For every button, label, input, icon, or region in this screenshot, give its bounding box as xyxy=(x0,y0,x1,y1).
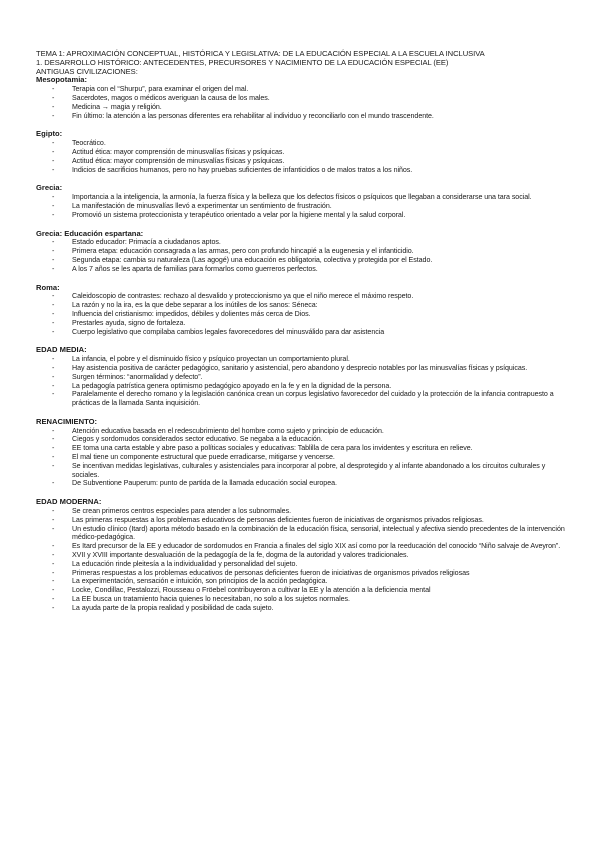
list-item xyxy=(36,157,572,166)
bullet-dash: - xyxy=(52,292,55,301)
list-item-text: Segunda etapa: cambia su naturaleza (Las agogé) una educación es obligatoria, colectiva y protegida por el Estado. xyxy=(72,255,433,264)
bullet-dash: - xyxy=(52,201,55,210)
bullet-list xyxy=(36,238,572,273)
section-heading: RENACIMIENTO: xyxy=(36,416,98,426)
document-title: TEMA 1: APROXIMACIÓN CONCEPTUAL, HISTÓRICA Y LEGISLATIVA: DE LA EDUCACIÓN ESPECIAL A LA ESCUELA INCLUSIVA xyxy=(36,49,485,58)
bullet-list xyxy=(36,355,572,408)
section-spacer xyxy=(36,336,572,346)
bullet-dash: - xyxy=(52,559,55,568)
list-item xyxy=(36,112,572,121)
list-item xyxy=(36,435,572,444)
list-item xyxy=(36,542,572,551)
section-heading: Egipto: xyxy=(36,129,63,139)
list-item-text: Primeras respuestas a los problemas educativos de personas deficientes fueron de iniciativas de organismos privados religiosas xyxy=(72,568,470,577)
list-item xyxy=(36,586,572,595)
list-item-text: XVII y XVIII importante desvaluación de la pedagogía de la fe, dogma de la autoridad y valores tradicionales. xyxy=(72,551,409,560)
list-item xyxy=(36,569,572,578)
bullet-dash: - xyxy=(52,381,55,390)
bullet-dash: - xyxy=(52,264,55,273)
bullet-dash: - xyxy=(52,93,55,102)
bullet-dash: - xyxy=(52,102,55,111)
bullet-dash: - xyxy=(52,551,55,560)
section-spacer xyxy=(36,408,572,418)
list-item-text: La manifestación de minusvalías llevó a experimentar un sentimiento de frustración. xyxy=(72,201,332,210)
list-item xyxy=(36,238,572,247)
list-item xyxy=(36,166,572,175)
list-item-text: Medicina → magia y religión. xyxy=(72,102,162,111)
bullet-dash: - xyxy=(52,603,55,612)
sections-container xyxy=(36,76,572,612)
list-item xyxy=(36,390,572,408)
list-item-text: Estado educador: Primacía a ciudadanos aptos. xyxy=(72,238,221,247)
bullet-dash: - xyxy=(52,568,55,577)
list-item xyxy=(36,193,572,202)
list-item xyxy=(36,462,572,480)
section-heading: Grecia: xyxy=(36,183,63,193)
list-item xyxy=(36,265,572,274)
bullet-dash: - xyxy=(52,210,55,219)
list-item-text: Ciegos y sordomudos considerados sector educativo. Se negaba a la educación. xyxy=(72,435,323,444)
bullet-list xyxy=(36,85,572,120)
section-heading: Mesopotamia: xyxy=(36,75,88,85)
list-item xyxy=(36,328,572,337)
list-item-text: Caleidoscopio de contrastes: rechazo al desvalido y proteccionismo ya que el niño merece el máximo respeto. xyxy=(72,292,414,301)
list-item-text: La pedagogía patrística genera optimismo pedagógico apoyado en la fe y en la dignidad de la persona. xyxy=(72,381,392,390)
bullet-dash: - xyxy=(52,318,55,327)
list-item-text: Primera etapa: educación consagrada a las armas, pero con profundo hincapié a la eugenesia y el infanticidio. xyxy=(72,247,414,256)
section-spacer xyxy=(36,488,572,498)
list-item xyxy=(36,103,572,112)
list-item xyxy=(36,355,572,364)
section-block xyxy=(36,284,572,337)
section-heading: EDAD MEDIA: xyxy=(36,345,87,355)
list-item-text: Locke, Condillac, Pestalozzi, Rousseau o Fröebel contribuyeron a cultivar la EE y la atención a la deficiencia mental xyxy=(72,586,431,595)
list-item-text: EE toma una carta estable y abre paso a políticas sociales y educativas: Tablilla de cera para los invidentes y escritura en relieve. xyxy=(72,444,473,453)
bullet-dash: - xyxy=(52,327,55,336)
list-item-text: Un estudio clínico (Itard) aporta método basado en la combinación de la educación física, sensorial, intelectual y afectiva siendo precedentes de la intervención médico-pedagógica. xyxy=(72,524,565,542)
list-item-text: La EE busca un tratamiento hacia quienes lo necesitaban, no solo a los sujetos normales. xyxy=(72,595,350,604)
list-item xyxy=(36,604,572,613)
bullet-dash: - xyxy=(52,586,55,595)
bullet-dash: - xyxy=(52,139,55,148)
section-block xyxy=(36,418,572,488)
list-item-text: Importancia a la inteligencia, la armonía, la fuerza física y la belleza que los defectos físicos o psíquicos que llegaban a considerarse una tara social. xyxy=(72,193,532,202)
list-item-text: Es Itard precursor de la EE y educador de sordomudos en Francia a finales del siglo XIX así como por la reeducación del conocido “Niño salvaje de Aveyron”. xyxy=(72,542,561,551)
bullet-dash: - xyxy=(52,193,55,202)
bullet-dash: - xyxy=(52,426,55,435)
list-item-text: Prestarles ayuda, signo de fortaleza. xyxy=(72,318,186,327)
list-item-text: La infancia, el pobre y el disminuido físico y psíquico proyectan un comportamiento plural. xyxy=(72,355,350,364)
bullet-dash: - xyxy=(52,85,55,94)
list-item-text: La experimentación, sensación e intuición, son principios de la acción pedagógica. xyxy=(72,577,328,586)
list-item-text: Actitud ética: mayor comprensión de minusvalías físicas y psíquicas. xyxy=(72,147,285,156)
bullet-dash: - xyxy=(52,355,55,364)
bullet-list xyxy=(36,193,572,219)
bullet-dash: - xyxy=(52,461,55,470)
list-item-text: Sacerdotes, magos o médicos averiguan la causa de los males. xyxy=(72,93,270,102)
bullet-dash: - xyxy=(52,479,55,488)
list-item xyxy=(36,85,572,94)
section-block xyxy=(36,230,572,274)
list-item-text: Fin último: la atención a las personas diferentes era rehabilitar al individuo y reconciliarlo con el mundo trascendente. xyxy=(72,111,434,120)
list-item-text: Teocrático. xyxy=(72,139,106,148)
list-item xyxy=(36,319,572,328)
bullet-dash: - xyxy=(52,372,55,381)
list-item-text: La educación rinde pleitesía a la individualidad y personalidad del sujeto. xyxy=(72,559,298,568)
section-heading: Roma: xyxy=(36,282,60,292)
list-item-text: Actitud ética: mayor comprensión de minusvalías físicas y psíquicas. xyxy=(72,156,285,165)
list-item-text: La razón y no la ira, es la que debe separar a los inútiles de los sanos: Séneca: xyxy=(72,301,318,310)
list-item xyxy=(36,301,572,310)
bullet-dash: - xyxy=(52,247,55,256)
document-subtitle: 1. DESARROLLO HISTÓRICO: ANTECEDENTES, PRECURSORES Y NACIMIENTO DE LA EDUCACIÓN ESPECIAL (EE) xyxy=(36,57,449,67)
list-item-text: De Subventione Pauperum: punto de partida de la llamada educación social europea. xyxy=(72,479,337,488)
list-item xyxy=(36,373,572,382)
list-item xyxy=(36,364,572,373)
bullet-dash: - xyxy=(52,309,55,318)
section-heading: Grecia: Educación espartana: xyxy=(36,228,144,238)
bullet-dash: - xyxy=(52,507,55,516)
list-item xyxy=(36,444,572,453)
list-item xyxy=(36,507,572,516)
list-item xyxy=(36,247,572,256)
bullet-list xyxy=(36,427,572,489)
list-item xyxy=(36,202,572,211)
bullet-dash: - xyxy=(52,444,55,453)
bullet-dash: - xyxy=(52,156,55,165)
section-spacer xyxy=(36,174,572,184)
bullet-dash: - xyxy=(52,165,55,174)
bullet-dash: - xyxy=(52,577,55,586)
list-item xyxy=(36,516,572,525)
bullet-dash: - xyxy=(52,595,55,604)
list-item xyxy=(36,560,572,569)
list-item-text: Terapia con el “Shurpu”, para examinar el origen del mal. xyxy=(72,85,249,94)
list-item xyxy=(36,453,572,462)
list-item xyxy=(36,595,572,604)
list-item-text: Se incentivan medidas legislativas, culturales y asistenciales para incorporar al pobre, al desprotegido y al infante abandonado a los circuitos culturales y sociales. xyxy=(72,461,546,479)
list-item xyxy=(36,382,572,391)
list-item-text: El mal tiene un componente estructural que puede erradicarse, mitigarse y vencerse. xyxy=(72,453,335,462)
list-item-text: Las primeras respuestas a los problemas educativos de personas deficientes fueron de iniciativas de organismos privados religiosas. xyxy=(72,515,484,524)
bullet-dash: - xyxy=(52,238,55,247)
list-item xyxy=(36,94,572,103)
bullet-list xyxy=(36,139,572,174)
bullet-dash: - xyxy=(52,301,55,310)
section-label: ANTIGUAS CIVILIZACIONES: xyxy=(36,66,138,76)
list-item xyxy=(36,292,572,301)
bullet-dash: - xyxy=(52,453,55,462)
list-item-text: Surgen términos: “anormalidad y defecto”. xyxy=(72,372,203,381)
list-item-text: Cuerpo legislativo que compilaba cambios legales favorecedores del minusválido para dar asistencia xyxy=(72,327,385,336)
list-item-text: Paralelamente el derecho romano y la legislación canónica crean un corpus legislativo favorecedor del cuidado y la protección de la infancia contrapuesto a prácticas de la llamada Santa inquisición. xyxy=(72,390,554,408)
list-item xyxy=(36,139,572,148)
document-page xyxy=(36,50,572,613)
bullet-dash: - xyxy=(52,390,55,399)
section-block xyxy=(36,346,572,408)
list-item xyxy=(36,310,572,319)
list-item-text: Hay asistencia positiva de carácter pedagógico, sanitario y asistencial, pero abandono y desprecio notables por las minusvalías físicas y psíquicas. xyxy=(72,363,528,372)
bullet-dash: - xyxy=(52,435,55,444)
section-spacer xyxy=(36,274,572,284)
bullet-dash: - xyxy=(52,515,55,524)
list-item xyxy=(36,479,572,488)
list-item-text: Se crean primeros centros especiales para atender a los subnormales. xyxy=(72,507,291,516)
section-block xyxy=(36,130,572,174)
section-heading: EDAD MODERNA: xyxy=(36,497,102,507)
list-item xyxy=(36,256,572,265)
section-block xyxy=(36,184,572,219)
list-item xyxy=(36,148,572,157)
list-item-text: Atención educativa basada en el redescubrimiento del hombre como sujeto y principio de educación. xyxy=(72,426,384,435)
bullet-dash: - xyxy=(52,524,55,533)
section-block xyxy=(36,76,572,120)
bullet-list xyxy=(36,507,572,613)
bullet-list xyxy=(36,292,572,336)
bullet-dash: - xyxy=(52,147,55,156)
list-item-text: Influencia del cristianismo: impedidos, débiles y dolientes más cerca de Dios. xyxy=(72,309,311,318)
list-item xyxy=(36,427,572,436)
list-item xyxy=(36,211,572,220)
list-item-text: Promovió un sistema proteccionista y terapéutico orientado a velar por la higiene mental y la salud corporal. xyxy=(72,210,406,219)
bullet-dash: - xyxy=(52,111,55,120)
list-item-text: A los 7 años se les aparta de familias para formarlos como guerreros perfectos. xyxy=(72,264,318,273)
list-item xyxy=(36,577,572,586)
bullet-dash: - xyxy=(52,542,55,551)
list-item-text: La ayuda parte de la propia realidad y posibilidad de cada sujeto. xyxy=(72,603,274,612)
section-spacer xyxy=(36,120,572,130)
section-block xyxy=(36,498,572,612)
list-item-text: Indicios de sacrificios humanos, pero no hay pruebas suficientes de infanticidios o de malos tratos a los niños. xyxy=(72,165,413,174)
list-item xyxy=(36,551,572,560)
bullet-dash: - xyxy=(52,255,55,264)
bullet-dash: - xyxy=(52,363,55,372)
list-item xyxy=(36,525,572,543)
